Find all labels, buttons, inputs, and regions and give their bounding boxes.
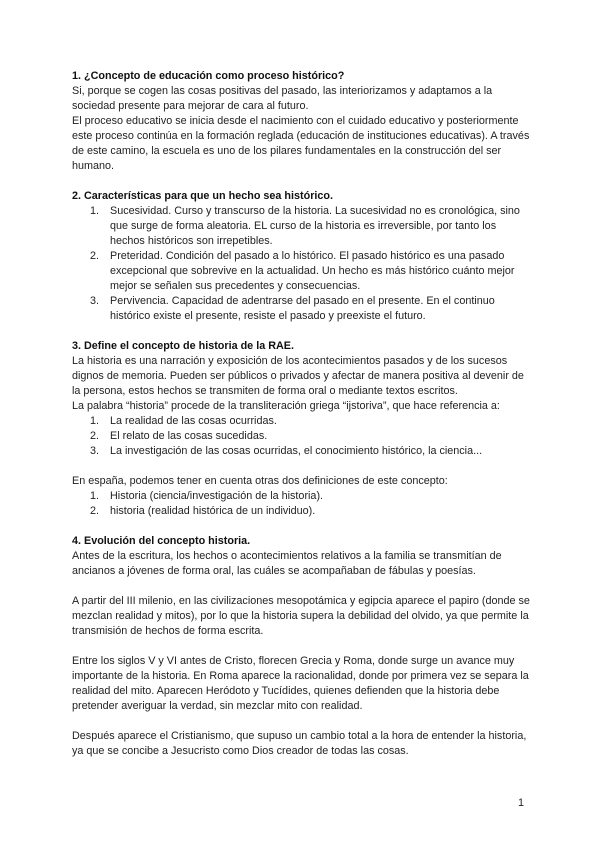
list-item-text: La realidad de las cosas ocurridas. xyxy=(110,415,277,427)
paragraph: Después aparece el Cristianismo, que supuso un cambio total a la hora de entender la historia, ya que se concibe a Jesucristo como Dios creador de todas las cosas. xyxy=(72,730,527,757)
numbered-list xyxy=(72,204,530,324)
list-number: 2. xyxy=(90,430,100,442)
paragraph: Entre los siglos V y VI antes de Cristo, florecen Grecia y Roma, donde surge un avance muy importante de la historia. En Roma aparece la racionalidad, donde por primera vez se separa la realidad del mito. Aparecen Heródoto y Tucídides, quienes defienden que la historia debe pretender averiguar la verdad, sin mezclar mito con realidad. xyxy=(72,655,529,712)
list-item-text: Historia (ciencia/investigación de la historia). xyxy=(110,490,324,502)
paragraph: La palabra “historia” procede de la transliteración griega “ijstoriva”, que hace referencia a: xyxy=(72,400,500,412)
page-number: 1 xyxy=(517,797,524,809)
numbered-list xyxy=(72,414,530,459)
list-number: 1. xyxy=(90,490,100,502)
paragraph: La historia es una narración y exposición de los acontecimientos pasados y de los sucesos dignos de memoria. Pueden ser públicos o privados y afectar de manera positiva al devenir de la persona, estos hechos se transmiten de forma oral o mediante textos escritos. xyxy=(72,355,524,397)
list-number: 2. xyxy=(90,250,100,262)
paragraph: El proceso educativo se inicia desde el nacimiento con el cuidado educativo y posteriormente este proceso continúa en la formación reglada (educación de instituciones educativas). A través de este camino, la escuela es uno de los pilares fundamentales en la construcción del ser humano. xyxy=(72,115,530,172)
list-item-text: Sucesividad. Curso y transcurso de la historia. La sucesividad no es cronológica, sino que surge de forma aleatoria. EL curso de la historia es irreversible, por tanto los hechos históricos son irrepetibles. xyxy=(110,205,520,247)
section-heading: 4. Evolución del concepto historia. xyxy=(72,535,251,547)
list-item-text: El relato de las cosas sucedidas. xyxy=(110,430,268,442)
list-number: 3. xyxy=(90,445,100,457)
list-number: 3. xyxy=(90,295,100,307)
list-item-text: Pervivencia. Capacidad de adentrarse del pasado en el presente. En el continuo histórico existe el presente, resiste el pasado y preexiste el futuro. xyxy=(110,295,495,322)
list-item xyxy=(72,504,530,519)
list-number: 1. xyxy=(90,415,100,427)
list-item xyxy=(72,249,530,294)
list-item xyxy=(72,204,530,249)
paragraph: Antes de la escritura, los hechos o acontecimientos relativos a la familia se transmitían de ancianos a jóvenes de forma oral, las cuáles se acompañaban de fábulas y poesías. xyxy=(72,550,502,577)
section-heading: 1. ¿Concepto de educación como proceso histórico? xyxy=(72,70,345,82)
document-body xyxy=(72,69,530,774)
list-item-text: historia (realidad histórica de un individuo). xyxy=(110,505,316,517)
list-item xyxy=(72,429,530,444)
paragraph: A partir del III milenio, en las civilizaciones mesopotámica y egipcia aparece el papiro (donde se mezclan realidad y mitos), por lo que la historia supera la debilidad del olvido, ya que permite la transmisión de hechos de forma escrita. xyxy=(72,595,530,637)
section-1 xyxy=(72,69,530,174)
paragraph: En españa, podemos tener en cuenta otras dos definiciones de este concepto: xyxy=(72,475,448,487)
numbered-list xyxy=(72,489,530,519)
paragraph: Si, porque se cogen las cosas positivas del pasado, las interiorizamos y adaptamos a la sociedad presente para mejorar de cara al futuro. xyxy=(72,85,493,112)
list-item xyxy=(72,294,530,324)
list-item xyxy=(72,444,530,459)
section-heading: 3. Define el concepto de historia de la RAE. xyxy=(72,340,294,352)
section-heading: 2. Características para que un hecho sea histórico. xyxy=(72,190,334,202)
list-number: 2. xyxy=(90,505,100,517)
section-2 xyxy=(72,189,530,324)
list-item xyxy=(72,414,530,429)
section-3 xyxy=(72,339,530,519)
list-item-text: La investigación de las cosas ocurridas, el conocimiento histórico, la ciencia... xyxy=(110,445,483,457)
section-4 xyxy=(72,534,530,759)
list-item-text: Preteridad. Condición del pasado a lo histórico. El pasado histórico es una pasado excepcional que sobrevive en la actualidad. Un hecho es más histórico cuánto mejor mejor se señalen sus precedentes y consecuencias. xyxy=(110,250,515,292)
list-item xyxy=(72,489,530,504)
list-number: 1. xyxy=(90,205,100,217)
